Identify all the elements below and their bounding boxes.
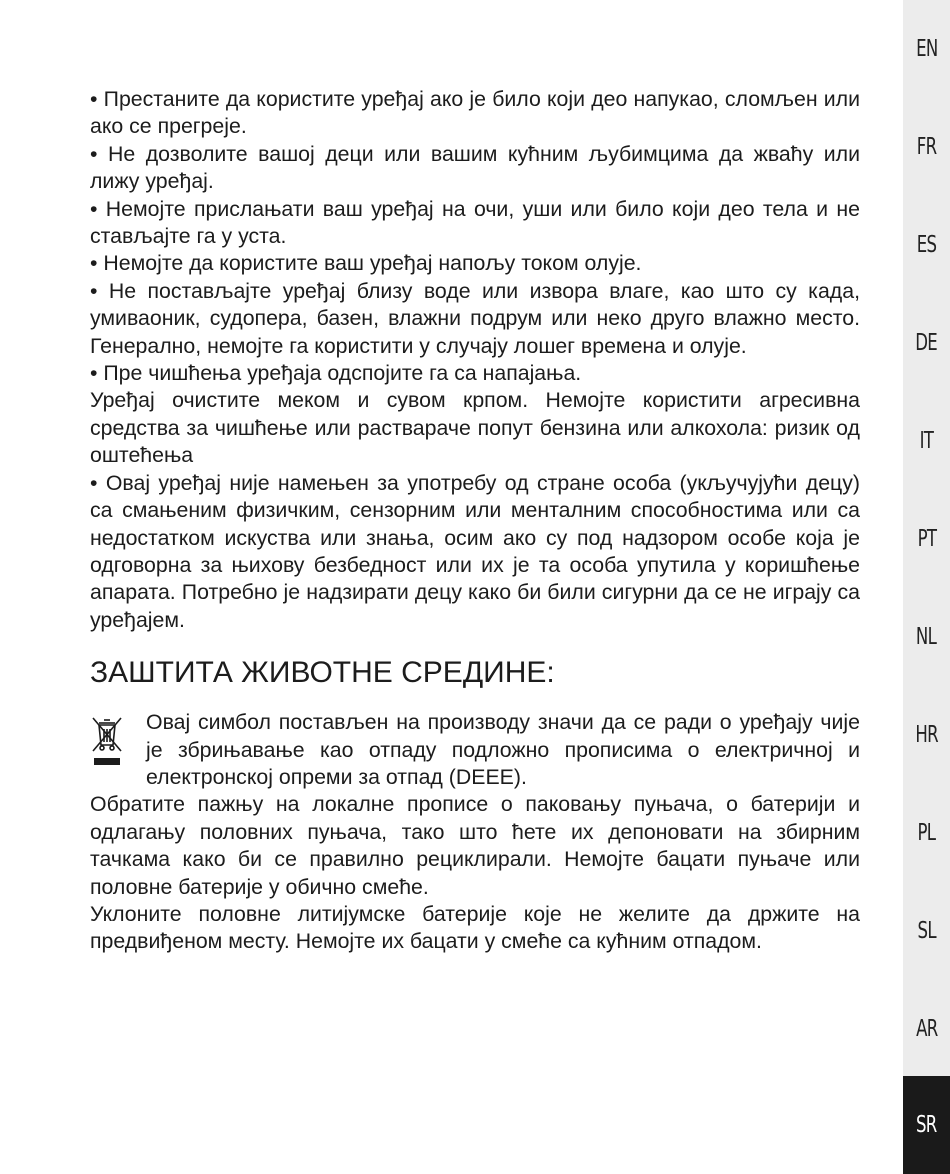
- lang-tab-label: NL: [916, 624, 937, 650]
- page-content: [90, 86, 860, 956]
- lang-tab-pl[interactable]: [903, 784, 950, 882]
- lang-tab-it[interactable]: [903, 392, 950, 490]
- weee-symbol-text: Овај симбол постављен на производу значи да се ради о уређају чије је збрињавање као отпаду подложно прописима о електричној и електронској опреми за отпад (DEEE).: [146, 710, 860, 789]
- safety-bullet-water: • Не постављајте уређај близу воде или извора влаге, као што су када, умиваоник, судопера, базен, влажни подрум или неко друго влажно место. Генерално, немојте га користити у случају лошег времена и олује.: [90, 278, 860, 358]
- lang-tab-label: SL: [917, 918, 936, 944]
- lang-tab-sr[interactable]: [903, 1076, 950, 1174]
- charger-disposal-text: Обратите пажњу на локалне прописе о паковању пуњача, о батерији и одлагању половних пуњача, тако што ћете их депоновати на збирним тачкама како би се правилно рециклирали. Немојте бацати пуњаче или половне батерије у обично смеће.: [90, 792, 860, 899]
- lang-tab-sl[interactable]: [903, 882, 950, 980]
- crossed-out-wheelie-bin-icon: [90, 715, 124, 771]
- lang-tab-ar[interactable]: [903, 980, 950, 1078]
- lithium-battery-text: Уклоните половне литијумске батерије које не желите да држите на предвиђеном месту. Немојте их бацати у смеће са кућним отпадом.: [90, 901, 860, 954]
- lang-tab-label: ES: [916, 232, 937, 258]
- lang-tab-hr[interactable]: [903, 686, 950, 784]
- safety-bullet-eyes-ears: • Немојте прислањати ваш уређај на очи, уши или било који део тела и не стављајте га у уста.: [90, 196, 860, 249]
- safety-bullet-cracked: • Престаните да користите уређај ако је било који део напукао, сломљен или ако се прегреје.: [90, 87, 860, 139]
- lang-tab-label: FR: [916, 134, 937, 160]
- safety-bullet-storm: • Немојте да користите ваш уређај напољу током олује.: [90, 251, 642, 276]
- language-sidebar: [903, 0, 950, 1174]
- lang-tab-es[interactable]: [903, 196, 950, 294]
- safety-bullet-children-pets: • Не дозволите вашој деци или вашим кућним љубимцима да жваћу или лижу уређај.: [90, 141, 860, 194]
- lang-tab-label: DE: [915, 330, 938, 356]
- lang-tab-nl[interactable]: [903, 588, 950, 686]
- lang-tab-label: AR: [915, 1016, 938, 1042]
- environment-heading: ЗАШТИТА ЖИВОТНЕ СРЕДИНЕ:: [90, 656, 555, 690]
- lang-tab-label: HR: [915, 722, 938, 748]
- safety-bullet-reduced-capabilities: • Овај уређај није намењен за употребу од стране особа (укључујући децу) са смањеним физичким, сензорним или менталним способностима или са недостатком искуства или знања, осим ако су под надзором особе која је одговорна за њихову безбедност или их је та особа упутила у коришћење апарата. Потребно је надзирати децу како би били сигурни да се не играју са уређајем.: [90, 470, 860, 632]
- cleaning-instructions: Уређај очистите меком и сувом крпом. Немојте користити агресивна средства за чишћење или раствараче попут бензина или алкохола: ризик од оштећења: [90, 388, 860, 468]
- lang-tab-en[interactable]: [903, 0, 950, 98]
- lang-tab-label: EN: [915, 36, 938, 62]
- lang-tab-label: IT: [919, 428, 934, 454]
- lang-tab-de[interactable]: [903, 294, 950, 392]
- lang-tab-fr[interactable]: [903, 98, 950, 196]
- lang-tab-label: PL: [917, 820, 936, 846]
- weee-symbol-block: [90, 709, 860, 791]
- lang-tab-pt[interactable]: [903, 490, 950, 588]
- lang-tab-label: PT: [917, 526, 936, 552]
- lang-tab-label: SR: [916, 1112, 937, 1138]
- safety-bullet-cleaning-unplug: • Пре чишћења уређаја одспојите га са напајања.: [90, 361, 582, 386]
